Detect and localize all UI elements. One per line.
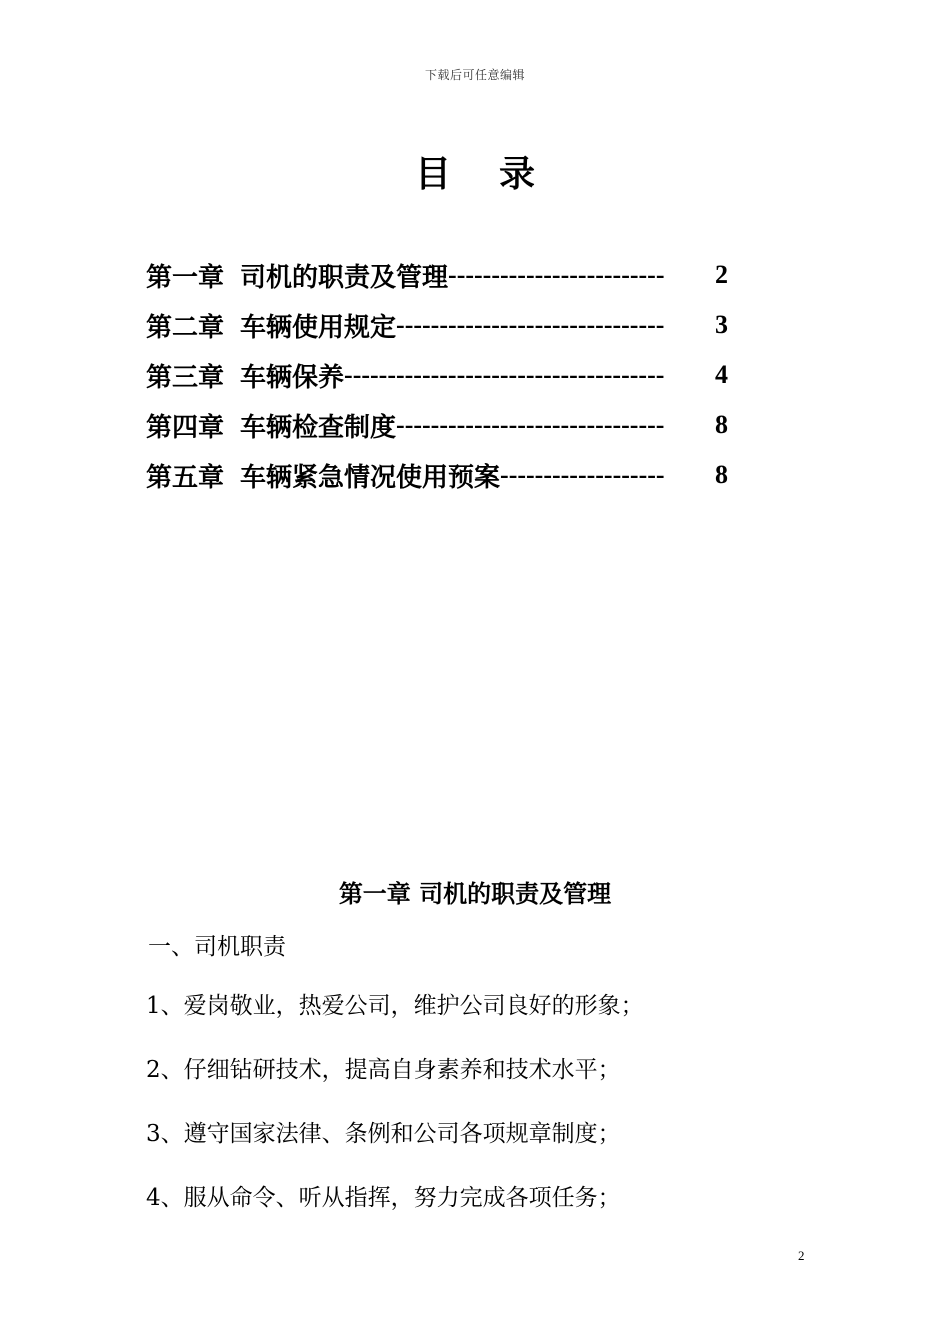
chapter-heading: 第一章 司机的职责及管理 [338, 879, 612, 908]
toc-entry-chapter: 第四章 [146, 412, 225, 443]
toc-entry-page: 3 [715, 310, 728, 339]
toc-entry-title: 车辆检查制度 [240, 412, 397, 443]
toc-entry-chapter: 第二章 [146, 312, 225, 343]
toc-entry-chapter: 第三章 [146, 362, 225, 393]
toc-entry-3[interactable] [146, 350, 728, 400]
toc-entry-chapter: 第一章 [146, 262, 225, 293]
toc-entry-title: 车辆保养 [240, 362, 345, 393]
toc-entry-5[interactable] [146, 450, 728, 500]
toc-entry-leader: ------------------------------- [396, 310, 665, 339]
toc-entry-leader: ------------------------- [448, 260, 665, 289]
toc-title: 目录 [414, 153, 583, 195]
toc-entry-page: 2 [715, 260, 728, 289]
toc-entry-page: 8 [715, 410, 728, 439]
duty-item: 1、爱岗敬业，热爱公司，维护公司良好的形象； [146, 993, 644, 1019]
toc-entry-leader: ------------------------------- [396, 410, 665, 439]
duty-item: 2、仔细钻研技术，提高自身素养和技术水平； [146, 1057, 621, 1083]
toc-entry-1[interactable] [146, 250, 728, 300]
toc-entry-4[interactable] [146, 400, 728, 450]
toc-entry-page: 8 [715, 460, 728, 489]
toc-entry-leader: ------------------- [500, 460, 665, 489]
toc-entry-title: 司机的职责及管理 [240, 262, 449, 293]
toc-list [146, 250, 728, 500]
duty-item: 4、服从命令、听从指挥，努力完成各项任务； [146, 1185, 621, 1211]
toc-entry-leader: ------------------------------------- [344, 360, 665, 389]
section-heading: 一、司机职责 [148, 934, 286, 960]
toc-entry-page: 4 [715, 360, 728, 389]
duty-item: 3、遵守国家法律、条例和公司各项规章制度； [146, 1121, 621, 1147]
toc-entry-title: 车辆使用规定 [240, 312, 397, 343]
toc-entry-title: 车辆紧急情况使用预案 [240, 462, 501, 493]
page-number: 2 [798, 1248, 805, 1263]
header-note: 下载后可任意编辑 [424, 68, 525, 82]
duty-list [146, 990, 826, 1246]
toc-entry-2[interactable] [146, 300, 728, 350]
toc-entry-chapter: 第五章 [146, 462, 225, 493]
